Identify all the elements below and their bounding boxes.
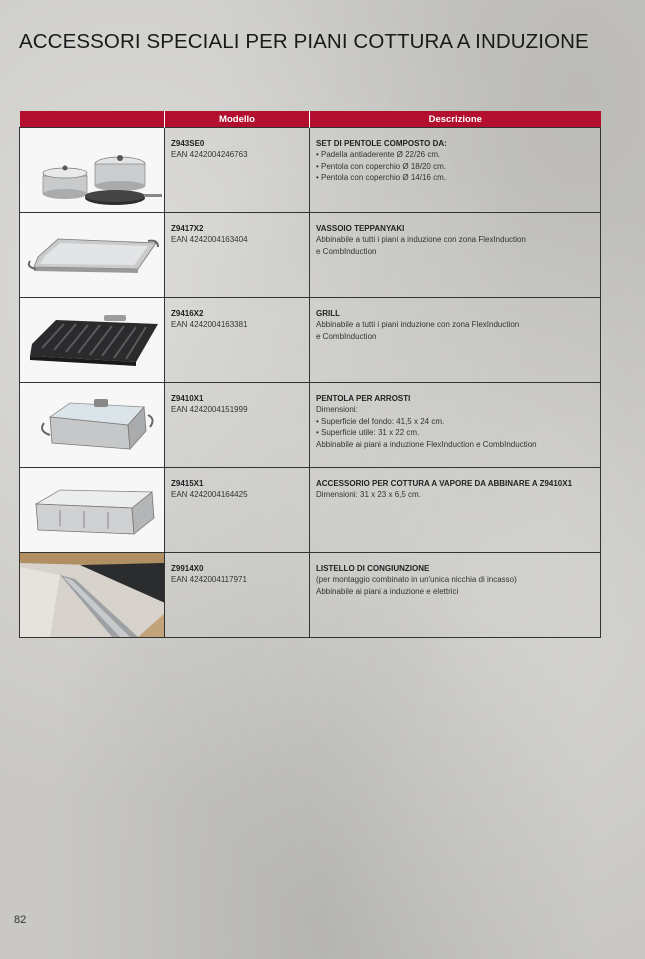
header-description: Descrizione <box>310 111 601 128</box>
model-code: Z9415X1 <box>171 479 204 488</box>
description-line: (per montaggio combinato in un'unica nicchia di incasso) <box>316 575 517 584</box>
description-title: ACCESSORIO PER COTTURA A VAPORE DA ABBINARE A Z9410X1 <box>316 479 573 488</box>
ean-code: EAN 4242004163381 <box>171 320 248 329</box>
model-cell <box>165 298 310 383</box>
table-header-row <box>20 111 601 128</box>
ean-code: EAN 4242004246763 <box>171 150 248 159</box>
description-line: e CombInduction <box>316 246 377 256</box>
ean-code: EAN 4242004151999 <box>171 405 248 414</box>
table-row <box>20 383 601 468</box>
description-line: • Superficie utile: 31 x 22 cm. <box>316 428 420 437</box>
description-cell <box>310 128 601 213</box>
description-title: GRILL <box>316 309 340 318</box>
table-row <box>20 298 601 383</box>
description-cell <box>310 383 601 468</box>
product-image-steam-insert <box>20 468 165 553</box>
description-line: • Padella antiaderente Ø 22/26 cm. <box>316 150 441 159</box>
grill-plate-icon <box>20 298 165 382</box>
steam-insert-icon <box>20 468 165 552</box>
connecting-strip-icon <box>20 553 165 637</box>
model-cell <box>165 213 310 298</box>
description-title: VASSOIO TEPPANYAKI <box>316 224 405 233</box>
model-cell <box>165 553 310 638</box>
description-cell <box>310 553 601 638</box>
table-row <box>20 213 601 298</box>
description-line: Abbinabile a tutti i piani a induzione con zona FlexInduction <box>316 235 526 244</box>
ean-code: EAN 4242004164425 <box>171 490 248 499</box>
description-title: SET DI PENTOLE COMPOSTO DA: <box>316 139 447 148</box>
ean-code: EAN 4242004117971 <box>171 575 247 584</box>
roasting-pan-icon <box>20 383 165 467</box>
description-line: Abbinabile ai piani a induzione e elettrici <box>316 586 459 596</box>
description-line: Dimensioni: 31 x 23 x 6,5 cm. <box>316 490 421 499</box>
model-cell <box>165 468 310 553</box>
product-image-pot-set <box>20 128 165 213</box>
header-model: Modello <box>165 111 310 128</box>
description-cell <box>310 468 601 553</box>
product-image-roasting-pan <box>20 383 165 468</box>
description-cell <box>310 298 601 383</box>
description-line: • Pentola con coperchio Ø 14/16 cm. <box>316 173 446 182</box>
table-row <box>20 553 601 638</box>
description-cell <box>310 213 601 298</box>
pot-set-icon <box>20 128 165 212</box>
description-title: PENTOLA PER ARROSTI <box>316 394 411 403</box>
description-line: Abbinabile a tutti i piani induzione con zona FlexInduction <box>316 320 520 329</box>
model-code: Z943SE0 <box>171 139 205 148</box>
description-line: • Superficie del fondo: 41,5 x 24 cm. <box>316 416 445 426</box>
teppanyaki-tray-icon <box>20 213 165 297</box>
description-line: Abbinabile ai piani a induzione FlexInduction e CombInduction <box>316 439 537 449</box>
product-image-grill <box>20 298 165 383</box>
table-row <box>20 468 601 553</box>
model-cell <box>165 383 310 468</box>
page-title: ACCESSORI SPECIALI PER PIANI COTTURA A INDUZIONE <box>19 30 589 53</box>
description-title: LISTELLO DI CONGIUNZIONE <box>316 564 430 573</box>
description-line: • Pentola con coperchio Ø 18/20 cm. <box>316 161 446 171</box>
product-image-teppanyaki <box>20 213 165 298</box>
model-code: Z9410X1 <box>171 394 204 403</box>
page-number: 82 <box>14 914 27 926</box>
model-code: Z9914X0 <box>171 564 204 573</box>
description-line: Dimensioni: <box>316 405 358 414</box>
model-code: Z9417X2 <box>171 224 204 233</box>
description-line: e CombInduction <box>316 331 377 341</box>
accessories-table <box>19 111 601 638</box>
product-image-connecting-strip <box>20 553 165 638</box>
model-cell <box>165 128 310 213</box>
ean-code: EAN 4242004163404 <box>171 235 248 244</box>
model-code: Z9416X2 <box>171 309 204 318</box>
header-image-column <box>20 111 165 128</box>
table-row <box>20 128 601 213</box>
